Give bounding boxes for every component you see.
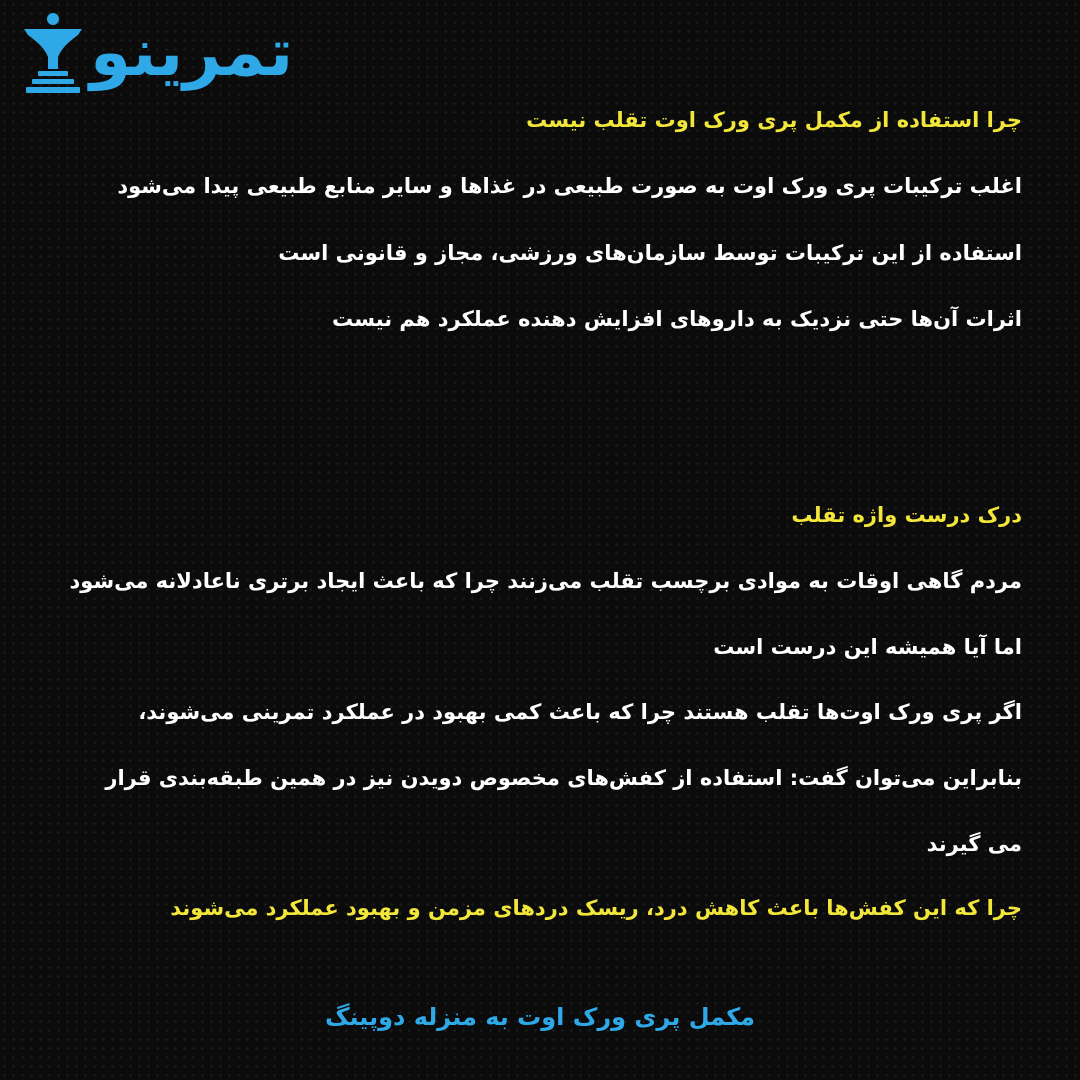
section2-line: می گیرند (926, 832, 1022, 856)
section1-line: اثرات آن‌ها حتی نزدیک به داروهای افزایش دهنده عملکرد هم نیست (332, 307, 1022, 331)
trophy-cup-icon (18, 11, 88, 95)
section2-line: مردم گاهی اوقات به موادی برچسب تقلب می‌زنند چرا که باعث ایجاد برتری ناعادلانه می‌شود (69, 569, 1022, 593)
brand-name: تمرینو (90, 14, 294, 91)
section2-line: اگر پری ورک اوت‌ها تقلب هستند چرا که باعث کمی بهبود در عملکرد تمرینی می‌شوند، (138, 700, 1022, 724)
section2-line: بنابراین می‌توان گفت: استفاده از کفش‌های مخصوص دویدن نیز در همین طبقه‌بندی قرار (105, 766, 1022, 790)
section2-heading: درک درست واژه تقلب (791, 503, 1022, 527)
section2-line: اما آیا همیشه این درست است (713, 635, 1022, 659)
section1-line: استفاده از این ترکیبات توسط سازمان‌های ورزشی، مجاز و قانونی است (278, 241, 1022, 265)
brand-logo (18, 8, 448, 98)
section2-highlight: چرا که این کفش‌ها باعث کاهش درد، ریسک دردهای مزمن و بهبود عملکرد می‌شوند (170, 896, 1022, 920)
section1-heading: چرا استفاده از مکمل پری ورک اوت تقلب نیست (526, 108, 1022, 132)
section1-line: اغلب ترکیبات پری ورک اوت به صورت طبیعی در غذاها و سایر منابع طبیعی پیدا می‌شود (117, 174, 1022, 198)
footer-title: مکمل پری ورک اوت به منزله دوپینگ (324, 1003, 756, 1031)
